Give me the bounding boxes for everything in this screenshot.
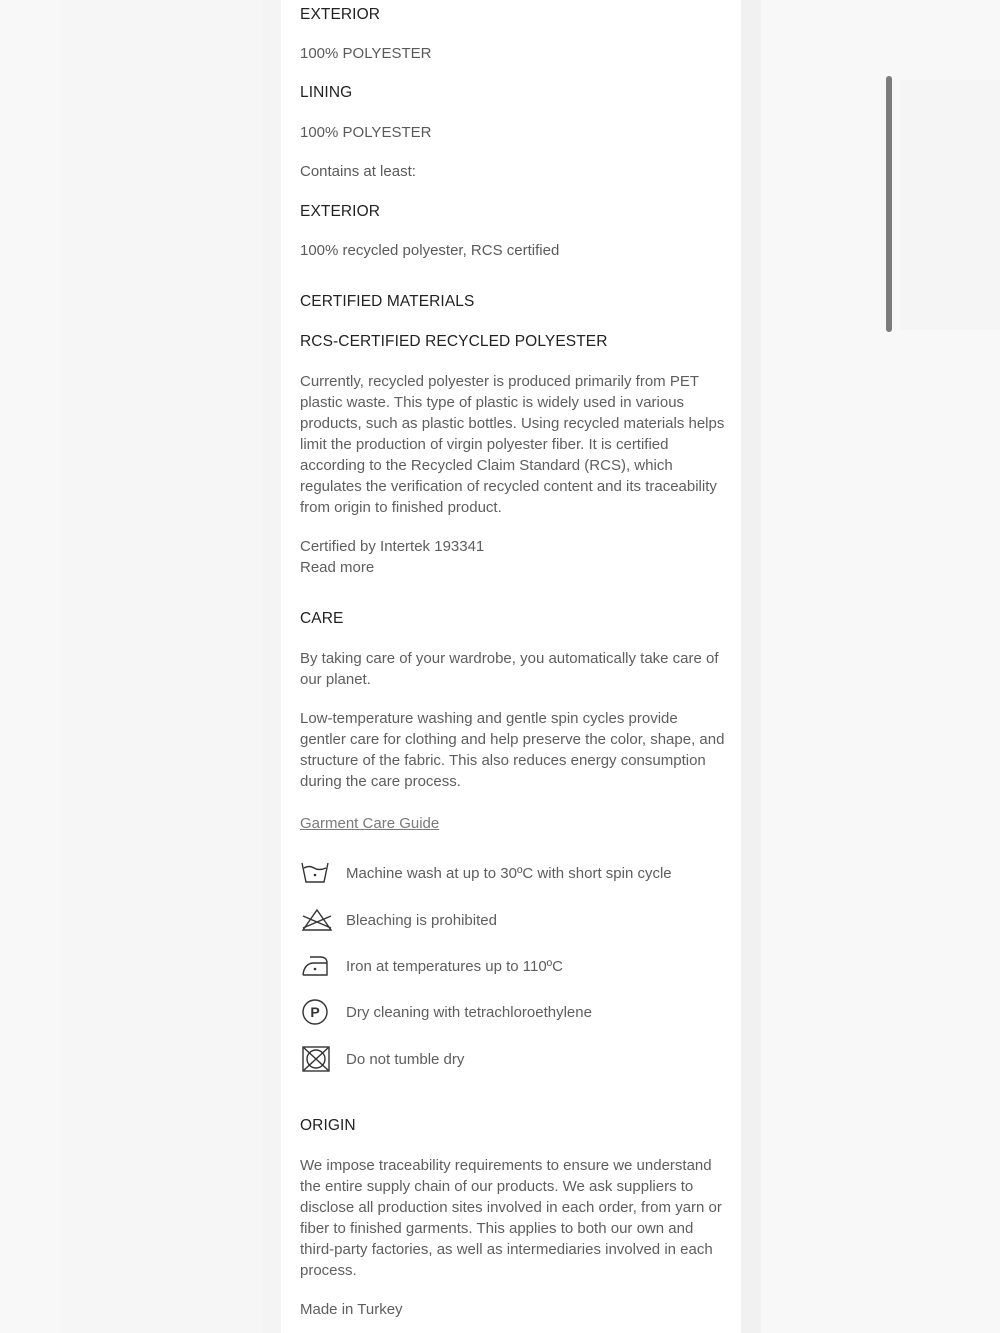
made-in-text: Made in Turkey bbox=[300, 1301, 403, 1318]
composition-exterior-value: 100% POLYESTER bbox=[300, 45, 432, 62]
garment-care-guide-link[interactable]: Garment Care Guide bbox=[300, 815, 440, 832]
care-instruction-row bbox=[300, 855, 725, 891]
origin-heading: ORIGIN bbox=[300, 1117, 356, 1134]
care-label: Dry cleaning with tetrachloroethylene bbox=[346, 1003, 592, 1021]
care-instruction-row bbox=[300, 902, 725, 938]
read-more-link[interactable]: Read more bbox=[300, 559, 375, 576]
care-label: Machine wash at up to 30ºC with short spin cycle bbox=[346, 864, 672, 882]
panel-left-edge bbox=[263, 0, 281, 1333]
care-label: Do not tumble dry bbox=[346, 1050, 465, 1068]
certified-materials-heading: CERTIFIED MATERIALS bbox=[300, 293, 475, 310]
care-label: Iron at temperatures up to 110ºC bbox=[346, 957, 563, 975]
dry-clean-p-icon bbox=[300, 996, 336, 1028]
left-backdrop bbox=[60, 0, 263, 1333]
composition-exterior-heading: EXTERIOR bbox=[300, 6, 381, 23]
origin-description: We impose traceability requirements to ensure we understand the entire supply chain of our products. We ask suppliers to disclose all production sites involved in each order, from yarn or fiber to finished garments. This applies to both our own and third-party factories, as well as intermediaries involved in each process. bbox=[300, 1157, 722, 1279]
rcs-description: Currently, recycled polyester is produced primarily from PET plastic waste. This type of plastic is widely used in various products, such as plastic bottles. Using recycled materials helps limit the production of virgin polyester fiber. It is certified according to the Recycled Claim Standard (RCS), which regulates the verification of recycled content and its traceability from origin to finished product. bbox=[300, 373, 725, 516]
care-instruction-row bbox=[300, 1041, 725, 1077]
right-backdrop bbox=[741, 0, 761, 1333]
scroll-track bbox=[900, 80, 1000, 330]
composition-lining-heading: LINING bbox=[300, 84, 353, 101]
svg-text:P: P bbox=[310, 1004, 320, 1020]
contains-at-least-label: Contains at least: bbox=[300, 163, 416, 180]
iron-110-icon bbox=[300, 950, 336, 982]
certified-by-text: Certified by Intertek 193341 bbox=[300, 538, 485, 555]
recycled-exterior-heading: EXTERIOR bbox=[300, 203, 381, 220]
no-bleach-icon bbox=[300, 904, 336, 936]
no-tumble-dry-icon bbox=[300, 1043, 336, 1075]
recycled-exterior-value: 100% recycled polyester, RCS certified bbox=[300, 242, 560, 259]
care-heading: CARE bbox=[300, 610, 344, 627]
product-details-panel bbox=[263, 0, 741, 1333]
scrollbar-thumb[interactable] bbox=[886, 76, 892, 332]
care-instruction-row bbox=[300, 948, 725, 984]
care-instruction-row bbox=[300, 994, 725, 1030]
care-label: Bleaching is prohibited bbox=[346, 911, 497, 929]
care-intro: By taking care of your wardrobe, you automatically take care of our planet. bbox=[300, 650, 719, 688]
care-body: Low-temperature washing and gentle spin cycles provide gentler care for clothing and help preserve the color, shape, and structure of the fabric. This also reduces energy consumption during the care process. bbox=[300, 710, 725, 790]
wash-30-icon bbox=[300, 857, 336, 889]
composition-lining-value: 100% POLYESTER bbox=[300, 124, 432, 141]
rcs-heading: RCS-CERTIFIED RECYCLED POLYESTER bbox=[300, 333, 608, 350]
